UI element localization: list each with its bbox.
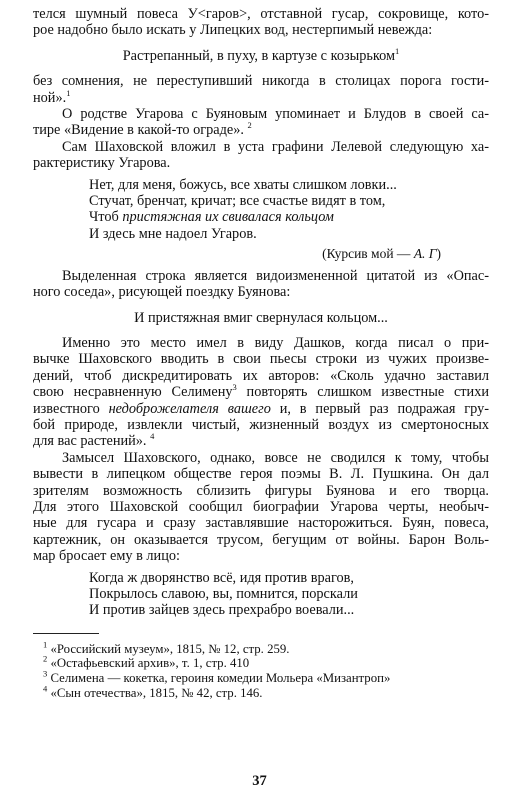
italic-emphasis: недоброжелателя вашего — [108, 400, 271, 417]
verse-line: Когда ж дворянство всё, идя против врагов, — [89, 569, 354, 586]
quote-verse: И пристяжная вмиг свернулася кольцом... — [134, 309, 388, 326]
paragraph — [33, 335, 489, 450]
footnote-divider — [33, 633, 99, 634]
paragraph — [33, 139, 489, 172]
footnotes — [33, 639, 489, 700]
paragraph — [33, 268, 489, 301]
verse-line: Покрылось славою, вы, помнится, порскали — [89, 586, 358, 602]
text-line: вычке Шаховского вводить в свои пьесы строки из чужих произве- — [33, 351, 489, 368]
text-line: бой природе, извлекли чистый, жизненный воздух из смертоносных — [33, 416, 489, 433]
verse-line: Чтоб пристяжная их свивалася кольцом — [89, 209, 334, 226]
paragraph-continuation — [33, 6, 489, 39]
text-line: Замысел Шаховского, однако, вовсе не сводился к тому, чтобы — [62, 449, 489, 466]
italic-emphasis: пристяжная их свивалася кольцом — [122, 209, 334, 226]
text-line: Именно это место имел в виду Дашков, когда писал о при- — [62, 334, 489, 351]
page-number: 37 — [252, 773, 267, 789]
footnote: $^1$ «Российский музеум», 1815, № 12, стр. 259. — [43, 639, 290, 656]
footnote-ref: 4 — [150, 431, 155, 442]
footnote-ref: 1 — [395, 46, 400, 57]
text-line: свою несравненную Селимену$^3$ повторять слишком известные стихи — [33, 382, 489, 401]
footnote: $^3$ Селимена — кокетка, героиня комедии Мольера «Мизантроп» — [43, 668, 391, 685]
text-line: тире «Видение в какой-то ограде». $^2$ — [33, 120, 252, 139]
quote-verse: Растрепанный, в пуху, в картузе с козырьком$^1$ — [122, 46, 400, 64]
verse-block — [33, 570, 489, 619]
text-line: мар бросает ему в лицо: — [33, 548, 180, 565]
text-line: для вас растений». $^4$ — [33, 431, 155, 450]
text-line: ной».$^1$ — [33, 87, 71, 106]
verse-line: Нет, для меня, божусь, все хваты слишком ловки... — [89, 176, 397, 193]
verse-line: Стучат, бренчат, кричат; все счастье видят в том, — [89, 193, 386, 210]
verse-line: И против зайцев здесь прехрабро воевали... — [89, 602, 355, 619]
text-line: ного соседа», рисующей поездку Буянова: — [33, 284, 291, 301]
text-line: Сам Шаховской вложил в уста графини Лелевой следующую ха- — [62, 138, 489, 155]
text-line: дений, чтоб дискредитировать их авторов: «Сколь удачно заставил — [33, 367, 489, 384]
verse-block — [33, 177, 489, 243]
text-line: ные для гусара и сразу заставлявшие насторожиться. Буян, повеса, — [33, 515, 489, 532]
attribution: (Курсив мой — А. Г) — [322, 246, 441, 262]
text-line: без сомнения, не переступивший никогда в столицах порога гости- — [33, 73, 489, 90]
text-line: О родстве Угарова с Буяновым упоминает и Блудов в своей са- — [62, 106, 489, 123]
text-line: картежник, он оказывается трусом, бегущим от войны. Барон Воль- — [33, 531, 489, 548]
verse-line: И здесь мне надоел Угаров. — [89, 225, 257, 242]
paragraph — [33, 73, 489, 106]
paragraph — [33, 106, 489, 139]
text-line: рактеристику Угарова. — [33, 155, 171, 172]
footnote-ref: 1 — [66, 87, 71, 98]
footnote-ref: 2 — [247, 120, 252, 131]
text-line: Выделенная строка является видоизмененной цитатой из «Опас- — [62, 267, 489, 284]
text-line: зрителям возможность сблизить фигуры Буянова и его творца. — [33, 482, 489, 499]
footnote-ref: 3 — [232, 382, 237, 393]
text-line: телся шумный повеса У<гаров>, отставной гусар, сокровище, кото- — [33, 6, 489, 22]
text-line: Для этого Шаховской сообщил биографии Угарова черты, необыч- — [33, 498, 489, 515]
text-line: вывести в липецком обществе героя поэмы В. Л. Пушкина. Он дал — [33, 466, 489, 483]
footnote: $^2$ «Остафьевский архив», т. 1, стр. 410 — [43, 654, 250, 671]
text-line: известного недоброжелателя вашего и, в первый раз подражая гру- — [33, 400, 490, 417]
footnote: $^4$ «Сын отечества», 1815, № 42, стр. 146. — [43, 683, 263, 700]
paragraph — [33, 450, 489, 565]
text-line: рое надобно было искать у Липецких вод, нестерпимый невежда: — [33, 22, 433, 39]
